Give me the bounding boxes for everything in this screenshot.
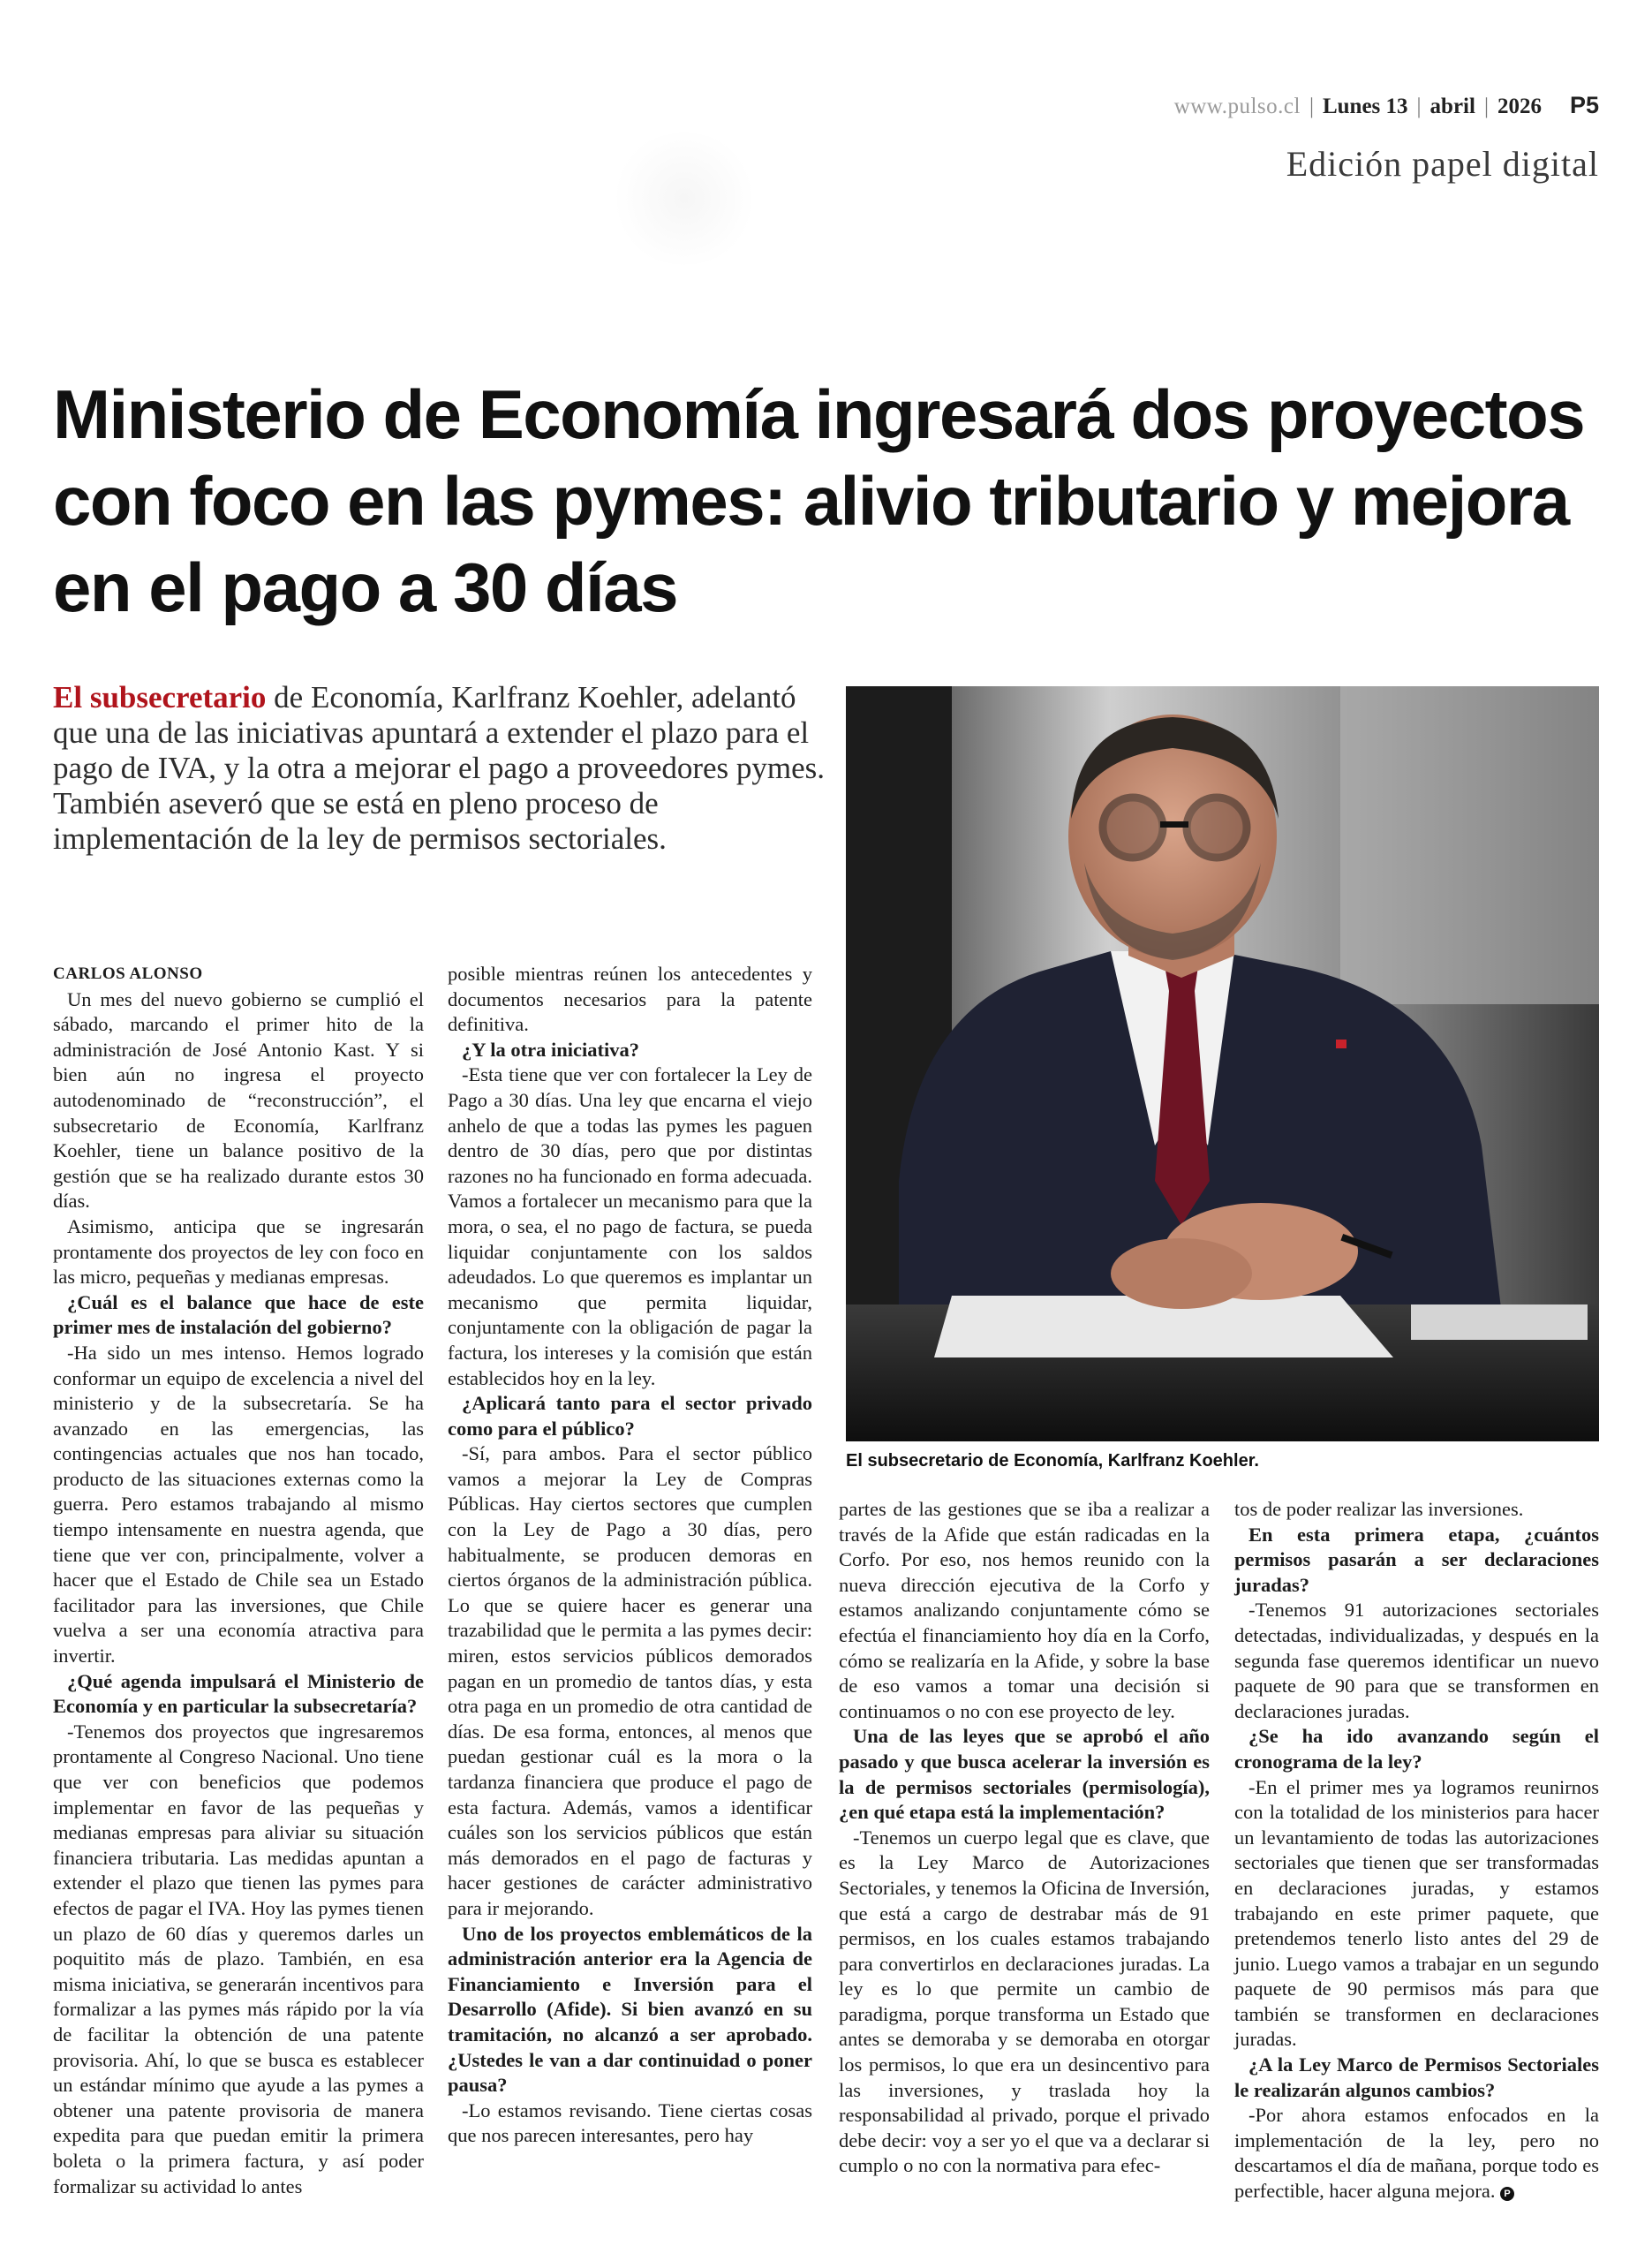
end-mark-icon: P (1500, 2187, 1514, 2201)
separator: | (1309, 95, 1314, 118)
photo-caption: El subsecretario de Economía, Karlfranz Koehler. (846, 1451, 1259, 1471)
body-column-1 (53, 962, 424, 2199)
interview-question: ¿Qué agenda impulsará el Ministerio de Economía y en particular la subsecretaría? (53, 1669, 424, 1718)
interview-answer: -Sí, para ambos. Para el sector público vamos a mejorar la Ley de Compras Públicas. Hay ciertos sectores que cumplen con la Ley de Pago a 30 días, pero habitualmente, se producen demoras en ciertos órganos de la administración pública. Lo que se quiere hacer es generar una trazabilidad que le permita a las pymes decir: miren, estos servicios públicos demorados pagan en un promedio de tantos días, y esta otra paga en un promedio de otra cantidad de días. De esa forma, entonces, al menos que puedan gestionar cuál es la mora o la tardanza financiera que produce el pago de esta factura. Además, vamos a identificar cuáles son los servicios públicos que están más demorados en el pago de facturas y hacer gestiones de carácter administrativo para ir mejorando. (448, 1442, 812, 1919)
interview-answer (1234, 2103, 1599, 2204)
interview-question: Una de las leyes que se aprobó el año pasado y que busca acelerar la inversión es la de permisos sectoriales (permisología), ¿en qué etapa está la implementación? (839, 1725, 1210, 1824)
body-column-4 (1234, 1497, 1599, 2204)
body-column-2 (448, 962, 812, 2149)
date-month: abril (1429, 95, 1475, 118)
byline: CARLOS ALONSO (53, 964, 203, 983)
final-answer-text: -Por ahora estamos enfocados en la implementación de la ley, pero no descartamos el día de mañana, porque todo es perfectible, hacer alguna mejora. (1234, 2104, 1599, 2203)
lede-text: de Economía, Karlfranz Koehler, adelantó que una de las iniciativas apuntará a extender el plazo para el pago de IVA, y la otra a mejorar el pago a proveedores pymes. También aseveró que se está en pleno proceso de implementación de la ley de permisos sectoriales. (53, 680, 826, 856)
edition-label: Edición papel digital (1286, 144, 1599, 184)
lede (53, 680, 830, 857)
portrait-illustration (846, 686, 1599, 1441)
interview-answer: -Lo estamos revisando. Tiene ciertas cosas que nos parecen interesantes, pero hay (448, 2098, 812, 2147)
paragraph: partes de las gestiones que se iba a realizar a través de la Afide que están radicadas en la Corfo. Por eso, nos hemos reunido con la nueva dirección ejecutiva de la Corfo y estamos analizando conjuntamente cómo se efectúa el financiamiento hoy día en la Corfo, cómo se realizaría en la Afide, y sobre la base de eso vamos a tomar una decisión si continuamos o no con ese proyecto de ley. (839, 1498, 1210, 1722)
interview-question: Uno de los proyectos emblemáticos de la administración anterior era la Agencia de Financiamiento e Inversión para el Desarrollo (Afide). Si bien avanzó en su tramitación, no alcanzó a ser aprobado. ¿Ustedes le van a dar continuidad o poner pausa? (448, 1922, 812, 2097)
body-column-3 (839, 1497, 1210, 2179)
interview-question: ¿Aplicará tanto para el sector privado como para el público? (448, 1392, 812, 1440)
page-number: P5 (1569, 92, 1599, 118)
interview-answer: -En el primer mes ya logramos reunirnos con la totalidad de los ministerios para hacer un levantamiento de todas las autorizaciones sectoriales que tienen que ser transformadas en declaraciones juradas, y estamos trabajando en este primer paquete, que pretendemos tenerlo listo antes del 29 de junio. Luego vamos a trabajar en un segundo paquete de 90 permisos más para que también se transformen en declaraciones juradas. (1234, 1775, 1599, 2051)
date-year: 2026 (1497, 95, 1542, 118)
interview-question: ¿A la Ley Marco de Permisos Sectoriales le realizarán algunos cambios? (1234, 2053, 1599, 2101)
lede-kicker: El subsecretario (53, 680, 267, 715)
masthead (1174, 92, 1599, 119)
paragraph: posible mientras reúnen los antecedentes y documentos necesarios para la patente definitiva. (448, 963, 812, 1036)
headline: Ministerio de Economía ingresará dos proyectos con foco en las pymes: alivio tributario y mejora en el pago a 30 días (53, 375, 1585, 626)
paragraph: Un mes del nuevo gobierno se cumplió el sábado, marcando el primer hito de la administración de José Antonio Kast. Y si bien aún no ingresa el proyecto autodenominado de “reconstrucción”, el subsecretario de Economía, Karlfranz Koehler, tiene un balance positivo de la gestión que se ha realizado durante estos 30 días. (53, 987, 424, 1213)
site-url[interactable]: www.pulso.cl (1173, 95, 1301, 118)
separator: | (1483, 95, 1489, 118)
interview-answer: -Tenemos dos proyectos que ingresaremos prontamente al Congreso Nacional. Uno tiene que ver con beneficios que podemos implementar en favor de las pequeñas y medianas empresas para aliviar su situación financiera tributaria. Las medidas apuntan a extender el plazo que tienen las pymes para efectos de pagar el IVA. Hoy las pymes tienen un plazo de 60 días y queremos darles un poquitito más de plazo. También, en esa misma iniciativa, se generarán incentivos para formalizar a las pymes más rápido por la vía de facilitar la obtención de una patente provisoria. Ahí, lo que se busca es establecer un estándar mínimo que ayude a las pymes a obtener una patente provisoria de manera expedita para que puedan emitir la primera boleta o la primera factura, y así poder formalizar su actividad lo antes (53, 1720, 424, 2197)
interview-question: ¿Cuál es el balance que hace de este primer mes de instalación del gobierno? (53, 1290, 424, 1339)
paragraph: tos de poder realizar las inversiones. (1234, 1498, 1524, 1520)
interview-answer: -Tenemos 91 autorizaciones sectoriales detectadas, individualizadas, y después en la segunda fase queremos identificar un nuevo paquete de 90 para que se transformen en declaraciones juradas. (1234, 1599, 1599, 1722)
paragraph: Asimismo, anticipa que se ingresarán prontamente dos proyectos de ley con foco en las micro, pequeñas y medianas empresas. (53, 1214, 424, 1289)
interview-answer: -Tenemos un cuerpo legal que es clave, que es la Ley Marco de Autorizaciones Sectoriales, y tenemos la Oficina de Inversión, que está a cargo de destrabar más de 91 permisos, en los cuales estamos trabajando para convertirlos en declaraciones juradas. La ley es lo que permite un cambio de paradigma, porque transforma un Estado que antes se demoraba y se demoraba en otorgar los permisos, lo que era un desincentivo para las inversiones, y traslada hoy la responsabilidad al privado, porque el privado debe decir: voy a ser yo el que va a declarar si cumplo o no con la normativa para efec- (839, 1826, 1210, 2177)
interview-answer: -Esta tiene que ver con fortalecer la Ley de Pago a 30 días. Una ley que encarna el viejo anhelo de que a todas las pymes les paguen dentro de 30 días, pero que por distintas razones no ha funcionado en forma adecuada. Vamos a fortalecer un mecanismo para que la mora, o sea, el no pago de factura, se pueda liquidar conjuntamente con los saldos adeudados. Lo que queremos es implantar un mecanismo que permita liquidar, conjuntamente con la obligación de pagar la factura, los intereses y la comisión que están establecidos hoy en la ley. (448, 1063, 812, 1389)
separator: | (1416, 95, 1422, 118)
article-photo (846, 686, 1599, 1441)
date-day: Lunes 13 (1322, 95, 1408, 118)
watermark-shape (609, 132, 759, 265)
interview-question: ¿Y la otra iniciativa? (462, 1038, 640, 1061)
interview-answer: -Ha sido un mes intenso. Hemos logrado conformar un equipo de excelencia a nivel del ministerio y de la subsecretaría. Se ha avanzado en las emergencias, las contingencias actuales que nos han tocado, producto de las situaciones externas como la guerra. Pero estamos trabajando al mismo tiempo intensamente en nuestra agenda, que tiene que ver con, principalmente, volver a hacer que el Estado de Chile sea un Estado facilitador para las inversiones, que Chile vuelva a ser una economía atractiva para invertir. (53, 1341, 424, 1667)
interview-question: En esta primera etapa, ¿cuántos permisos pasarán a ser declaraciones juradas? (1234, 1523, 1599, 1596)
interview-question: ¿Se ha ido avanzando según el cronograma de la ley? (1234, 1725, 1599, 1773)
